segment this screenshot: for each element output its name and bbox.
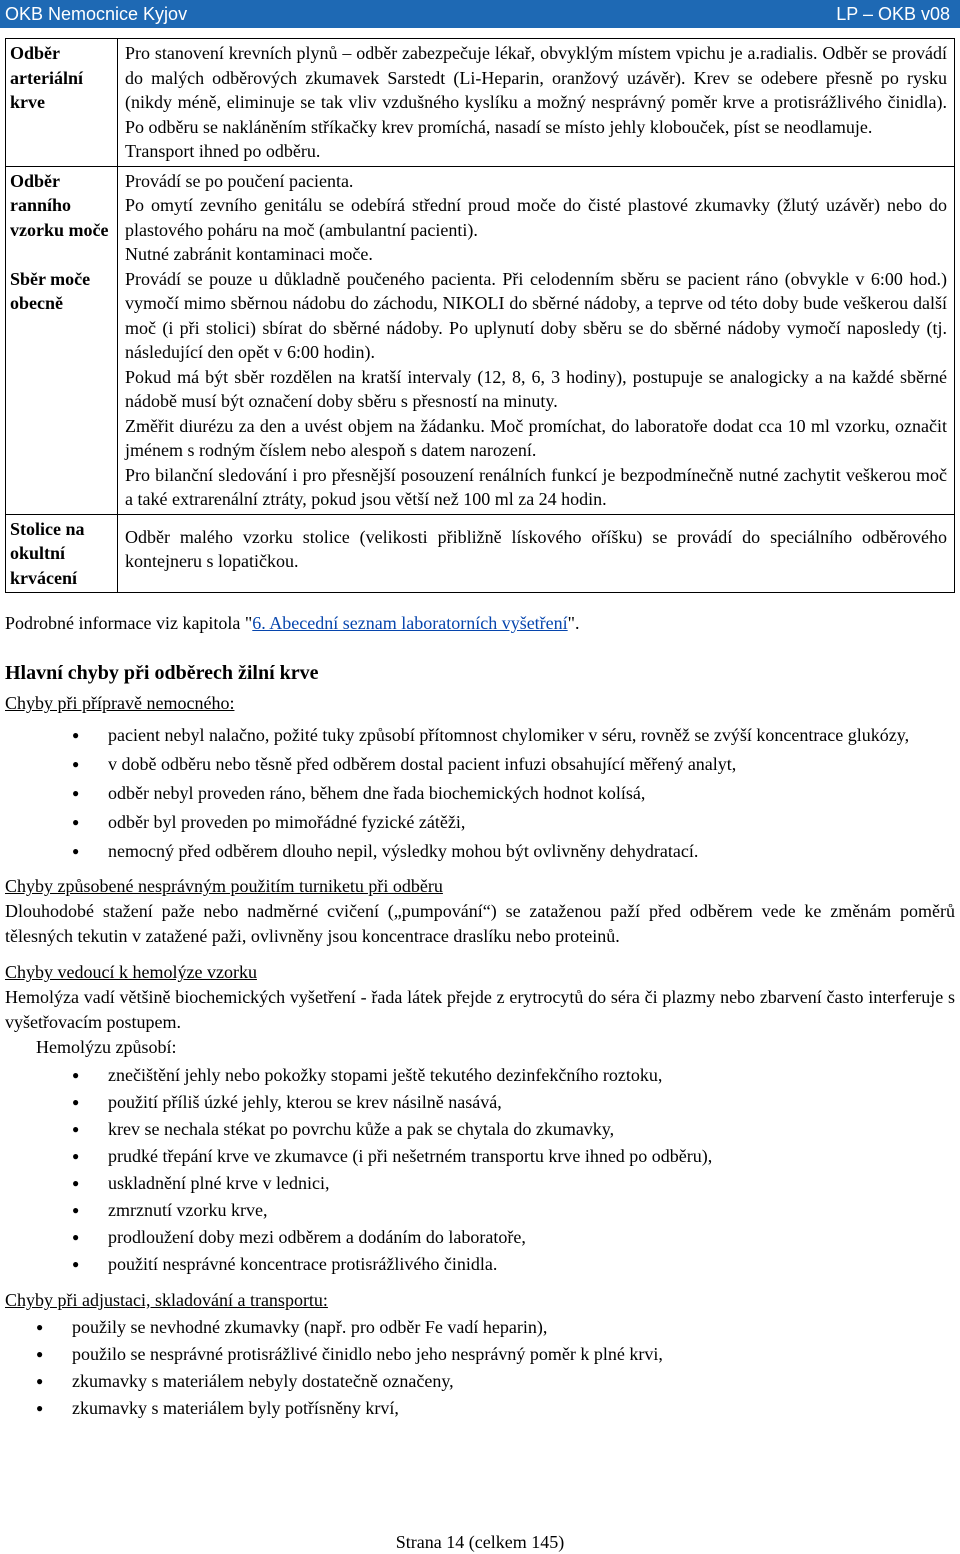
urine-collection-label: Sběr moče obecně <box>10 268 91 313</box>
hemolysis-causes-list <box>0 1063 960 1277</box>
list-item: ● použilo se nesprávné protisrážlivé činidlo nebo jeho nesprávný poměr k plné krvi, <box>0 1342 955 1367</box>
stool-label: Stolice na okultní krvácení <box>6 514 118 593</box>
stool-text: Odběr malého vzorku stolice (velikosti přibližně lískového oříšku) se provádí do speciálního odběrového kontejneru s lopatičkou. <box>118 514 955 593</box>
collection-paragraph: Pokud má být sběr rozdělen na kratší intervaly (12, 8, 6, 3 hodiny), postupuje se analogicky a na každé sběrné nádobě musí být označení doby sběru s přesností na minuty. <box>125 366 947 411</box>
arterial-transport: Transport ihned po odběru. <box>125 141 321 161</box>
page-content <box>0 38 960 1421</box>
page-header <box>0 0 960 28</box>
table-row <box>6 39 955 167</box>
list-item: ● prudké třepání krve ve zkumavce (i při nešetrném transportu krve ihned po odběru), <box>0 1144 955 1169</box>
list-item: ● pacient nebyl nalačno, požité tuky způsobí přítomnost chylomiker v séru, rovněž se zvýší koncentrace glukózy, <box>0 723 955 748</box>
page-number: Strana 14 (celkem 145) <box>395 1532 565 1552</box>
list-item: ● nemocný před odběrem dlouho nepil, výsledky mohou být ovlivněny dehydratací. <box>0 839 955 864</box>
list-item: ● znečištění jehly nebo pokožky stopami ještě tekutého dezinfekčního roztoku, <box>0 1063 955 1088</box>
list-item: ● odběr nebyl proveden ráno, během dne řada biochemických hodnot kolísá, <box>0 781 955 806</box>
table-row <box>6 514 955 593</box>
list-item: ● uskladnění plné krve v lednici, <box>0 1171 955 1196</box>
info-suffix: ". <box>567 613 580 633</box>
info-prefix: Podrobné informace viz kapitola " <box>5 613 253 633</box>
prep-errors-list <box>0 723 960 864</box>
tourniquet-text: Dlouhodobé stažení paže nebo nadměrné cvičení („pumpování“) se zataženou paží před odběrem vede ke změnám poměrů tělesných tekutin v zatažené paži, ovlivněny jsou koncentrace draslíku nebo proteinů. <box>5 901 955 946</box>
adjustment-errors-title: Chyby při adjustaci, skladování a transportu: <box>5 1290 328 1310</box>
morning-urine-paragraph: Nutné zabránit kontaminaci moče. <box>125 244 373 264</box>
arterial-paragraph: Pro stanovení krevních plynů – odběr zabezpečuje lékař, obvyklým místem vpichu je a.radialis. Odběr se provádí do malých odběrových zkumavek Sarstedt (Li-Heparin, oranžový uzávěr). Krev se odebere přesně po rysku (nikdy méně, eliminuje se tak vliv vzdušného kyslíku a možný nesprávný poměr krve a protisrážlivého činidla). Po odběru se nakláněním stříkačky krev promíchá, nasadí se místo jehly klobouček, píst se neodlamuje. <box>125 43 947 137</box>
hemolysis-cause-label: Hemolýzu způsobí: <box>36 1037 177 1057</box>
list-item: ● použití nesprávné koncentrace protisrážlivého činidla. <box>0 1252 955 1277</box>
chapter-link[interactable]: 6. Abecední seznam laboratorních vyšetření <box>252 613 568 633</box>
arterial-label: Odběr arteriální krve <box>6 39 118 167</box>
list-item: ● zkumavky s materiálem byly potřísněny krví, <box>0 1396 955 1421</box>
header-document-code: LP – OKB v08 <box>836 3 950 24</box>
sampling-table <box>5 38 955 593</box>
collection-paragraph: Pro bilanční sledování i pro přesnější posouzení renálních funkcí je bezpodmínečně nutné zachytit veškerou moč a také extrarenální ztráty, pokud jsou větší než 100 ml za 24 hodin. <box>125 464 947 509</box>
collection-paragraph: Provádí se pouze u důkladně poučeného pacienta. Při celodenním sběru se pacient ráno (obvykle v 6:00 hod.) vymočí mimo sběrnou nádobu do záchodu, NIKOLI do sběrné nádoby, a teprve od této doby bude veškerou další moč (i při stolici) sbírat do sběrné nádoby. Po uplynutí doby sběru se do sběrné nádoby vymočí naposledy (tj. následující den opět v 6:00 hodin). <box>125 268 947 362</box>
list-item: ● odběr byl proveden po mimořádné fyzické zátěži, <box>0 810 955 835</box>
morning-urine-paragraph: Po omytí zevního genitálu se odebírá střední proud moče do čisté plastové zkumavky (žlutý uzávěr) nebo do plastového poháru na moč (ambulantní pacienti). <box>125 195 947 240</box>
hemolysis-text: Hemolýza vadí většině biochemických vyšetření - řada látek přejde z erytrocytů do séra či plazmy nebo zbarvení často interferuje s vyšetřovacím postupem. <box>5 987 955 1032</box>
morning-urine-label: Odběr ranního vzorku moče <box>10 170 109 240</box>
header-institution: OKB Nemocnice Kyjov <box>5 3 188 24</box>
list-item: ● v době odběru nebo těsně před odběrem dostal pacient infuzi obsahující měřený analyt, <box>0 752 955 777</box>
info-line <box>5 611 955 636</box>
list-item: ● zmrznutí vzorku krve, <box>0 1198 955 1223</box>
hemolysis-errors-title: Chyby vedoucí k hemolýze vzorku <box>5 962 257 982</box>
list-item: ● prodloužení doby mezi odběrem a dodáním do laboratoře, <box>0 1225 955 1250</box>
urine-text <box>118 166 955 514</box>
section-heading: Hlavní chyby při odběrech žilní krve <box>5 662 319 684</box>
tourniquet-errors-title: Chyby způsobené nesprávným použitím turniketu při odběru <box>5 876 443 896</box>
list-item: ● zkumavky s materiálem nebyly dostatečně označeny, <box>0 1369 955 1394</box>
table-row <box>6 166 955 514</box>
list-item: ● krev se nechala stékat po povrchu kůže a pak se chytala do zkumavky, <box>0 1117 955 1142</box>
collection-paragraph: Změřit diurézu za den a uvést objem na žádanku. Moč promíchat, do laboratoře dodat cca 10 ml vzorku, označit jménem s rodným číslem nebo alespoň s datem narození. <box>125 415 947 460</box>
morning-urine-paragraph: Provádí se po poučení pacienta. <box>125 170 354 191</box>
list-item: ● použití příliš úzké jehly, kterou se krev násilně nasává, <box>0 1090 955 1115</box>
prep-errors-title: Chyby při přípravě nemocného: <box>5 693 235 713</box>
urine-labels <box>6 166 118 514</box>
list-item: ● použily se nevhodné zkumavky (např. pro odběr Fe vadí heparin), <box>0 1315 955 1340</box>
adjustment-errors-list <box>0 1315 960 1421</box>
arterial-text <box>118 39 955 167</box>
